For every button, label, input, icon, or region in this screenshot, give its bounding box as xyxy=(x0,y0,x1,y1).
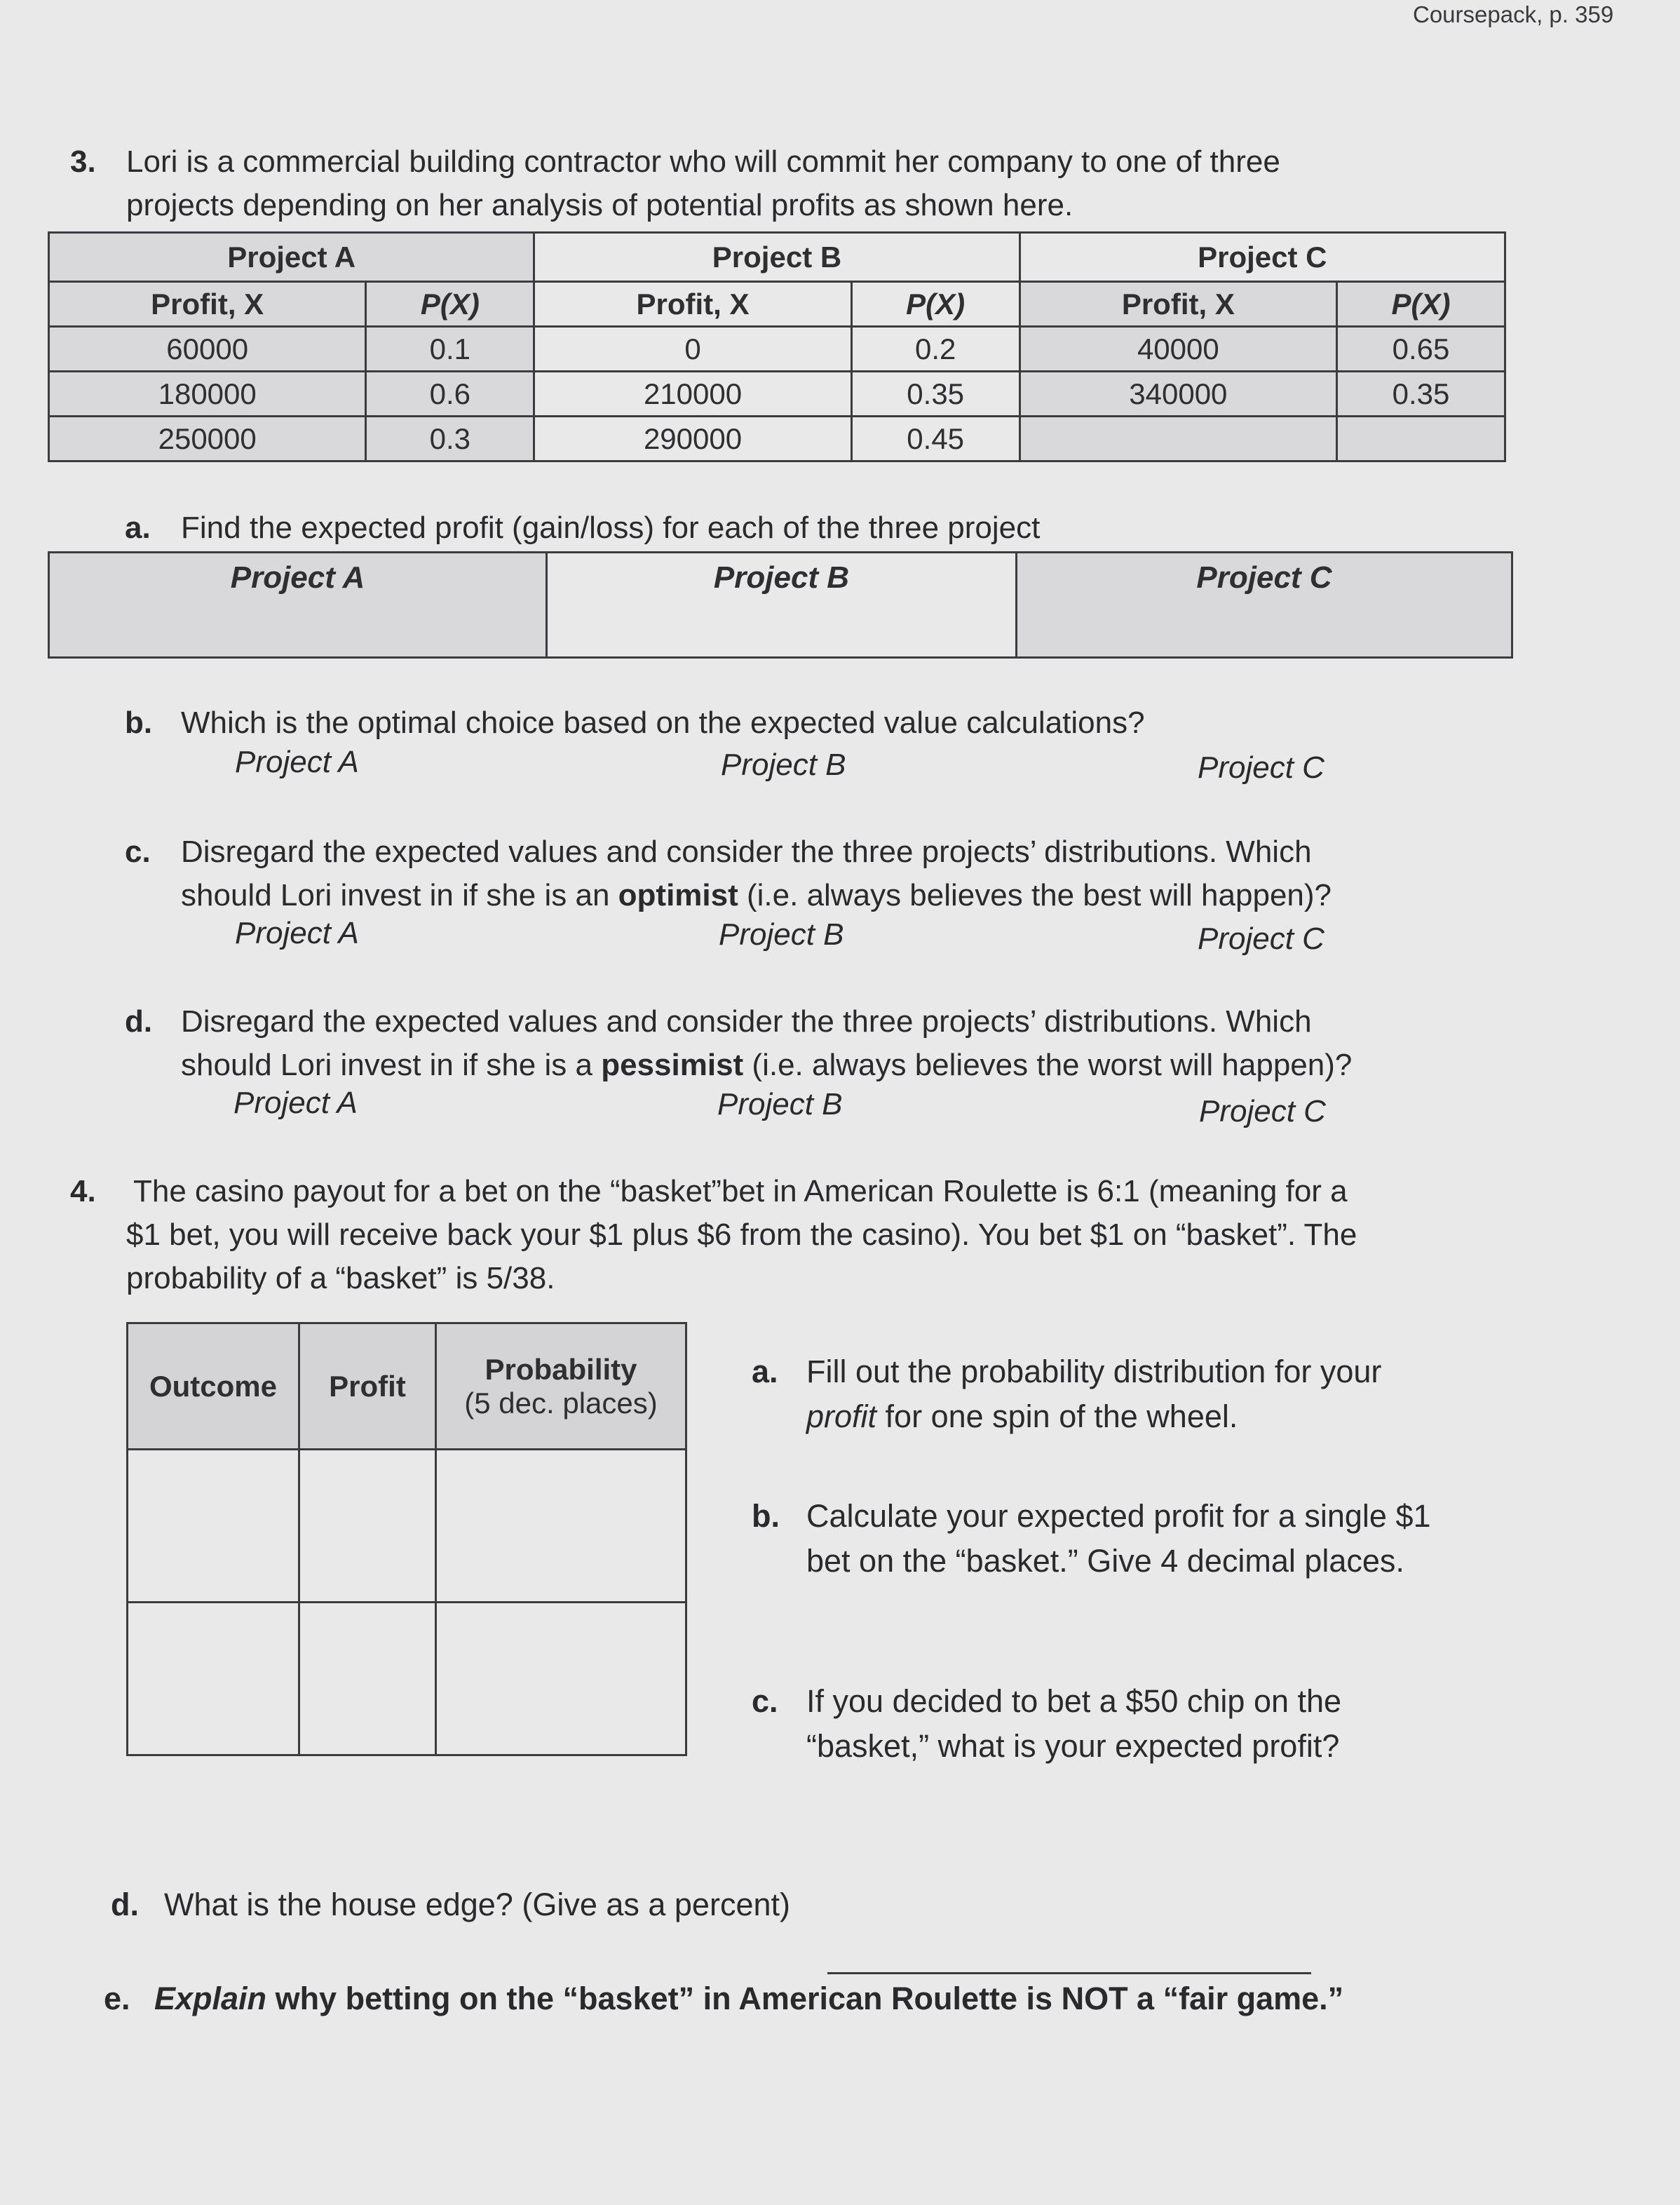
q3-line1: Lori is a commercial building contractor who will commit her company to one of three xyxy=(126,144,1280,179)
q4d-prompt xyxy=(111,1882,790,1927)
q3c-choice-c[interactable]: Project C xyxy=(1198,922,1325,956)
q4e-label: e. xyxy=(104,1981,130,2016)
q3b-choice-b[interactable]: Project B xyxy=(721,748,846,782)
projects-table xyxy=(48,231,1506,462)
q3d-text3: (i.e. always believes the worst will happen)? xyxy=(743,1048,1353,1082)
q3d-bold: pessimist xyxy=(601,1048,744,1082)
q4b-prompt xyxy=(752,1494,1431,1584)
table-cell xyxy=(1019,417,1336,461)
table-row xyxy=(49,417,1505,461)
table-cell: 0.45 xyxy=(851,417,1019,461)
q3c-text1: Disregard the expected values and consider the three projects’ distributions. Which xyxy=(181,835,1312,869)
q4c-line2: “basket,” what is your expected profit? xyxy=(806,1728,1340,1764)
q4b-line2: bet on the “basket.” Give 4 decimal places. xyxy=(806,1543,1404,1579)
q4a-line2: for one spin of the wheel. xyxy=(876,1398,1238,1434)
q4a-line1: Fill out the probability distribution for your xyxy=(806,1354,1382,1389)
q3c-text3: (i.e. always believes the best will happen)? xyxy=(738,878,1332,912)
q4-stem xyxy=(70,1170,1613,1300)
table-cell: 60000 xyxy=(49,327,366,372)
q4-line1: The casino payout for a bet on the “basket”bet in American Roulette is 6:1 (meaning for a xyxy=(133,1174,1348,1208)
q4c-label: c. xyxy=(752,1683,778,1719)
answer-cell[interactable] xyxy=(299,1450,436,1603)
project-a-header: Project A xyxy=(49,233,534,282)
q3c-prompt xyxy=(125,830,1332,917)
table-cell: 0.35 xyxy=(851,372,1019,417)
q3d-text1: Disregard the expected values and consider the three projects’ distributions. Which xyxy=(181,1004,1312,1039)
profit-header: Profit xyxy=(299,1323,436,1450)
q3d-label: d. xyxy=(125,1004,153,1039)
table-row xyxy=(49,372,1505,417)
table-cell: 180000 xyxy=(49,372,366,417)
q4d-text: What is the house edge? (Give as a percent) xyxy=(164,1887,790,1922)
project-c-header: Project C xyxy=(1019,233,1505,282)
probability-header xyxy=(436,1323,686,1450)
q3d-text2: should Lori invest in if she is a xyxy=(181,1048,602,1082)
probability-title: Probability xyxy=(485,1352,637,1386)
answer-cell[interactable] xyxy=(299,1603,436,1755)
q3d-choice-b[interactable]: Project B xyxy=(717,1087,843,1121)
q4-line2: $1 bet, you will receive back your $1 plus $6 from the casino). You bet $1 on “basket”. The xyxy=(126,1218,1357,1252)
col-profit-b: Profit, X xyxy=(534,282,851,327)
outcome-header: Outcome xyxy=(128,1323,299,1450)
q3c-text2: should Lori invest in if she is an xyxy=(181,878,618,912)
answer-cell[interactable] xyxy=(436,1603,686,1755)
table-cell: 0.6 xyxy=(366,372,534,417)
q3-number: 3. xyxy=(70,144,96,179)
q3a-prompt xyxy=(125,506,1040,550)
q3b-prompt xyxy=(125,701,1145,745)
table-cell: 0.1 xyxy=(366,327,534,372)
answer-cell[interactable] xyxy=(128,1603,299,1755)
q4-number: 4. xyxy=(70,1174,96,1208)
q4c-prompt xyxy=(752,1679,1341,1769)
q3d-choice-c[interactable]: Project C xyxy=(1199,1094,1326,1128)
table-cell: 0.3 xyxy=(366,417,534,461)
col-profit-c: Profit, X xyxy=(1019,282,1336,327)
q3b-text: Which is the optimal choice based on the expected value calculations? xyxy=(181,706,1145,740)
q4b-label: b. xyxy=(752,1498,780,1534)
q4e-italic: Explain xyxy=(154,1981,267,2016)
ev-project-c[interactable]: Project C xyxy=(1017,553,1512,658)
table-row xyxy=(128,1450,686,1603)
expected-value-table xyxy=(48,551,1513,659)
q3c-label: c. xyxy=(125,835,151,869)
table-cell: 340000 xyxy=(1019,372,1336,417)
q3d-choice-a[interactable]: Project A xyxy=(233,1086,358,1120)
q4d-label: d. xyxy=(111,1887,139,1922)
table-cell: 250000 xyxy=(49,417,366,461)
q3b-choice-a[interactable]: Project A xyxy=(235,745,359,779)
q4b-line1: Calculate your expected profit for a single $1 xyxy=(806,1498,1431,1534)
ev-project-a[interactable]: Project A xyxy=(49,553,547,658)
q4-line3: probability of a “basket” is 5/38. xyxy=(126,1261,555,1295)
q4e-prompt xyxy=(104,1976,1343,2021)
answer-cell[interactable] xyxy=(436,1450,686,1603)
probability-subtitle: (5 dec. places) xyxy=(464,1386,658,1420)
col-prob-c: P(X) xyxy=(1337,282,1505,327)
q3-line2: projects depending on her analysis of potential profits as shown here. xyxy=(126,188,1073,222)
col-prob-b: P(X) xyxy=(851,282,1019,327)
page-header: Coursepack, p. 359 xyxy=(1413,1,1614,27)
q4e-text: why betting on the “basket” in American Roulette is NOT a “fair game.” xyxy=(266,1981,1344,2016)
q3c-choice-b[interactable]: Project B xyxy=(719,917,844,952)
project-b-header: Project B xyxy=(534,233,1019,282)
q3a-label: a. xyxy=(125,511,151,545)
table-cell: 0.65 xyxy=(1337,327,1505,372)
table-cell: 290000 xyxy=(534,417,851,461)
table-cell: 0.2 xyxy=(851,327,1019,372)
q3a-text: Find the expected profit (gain/loss) for each of the three project xyxy=(181,511,1041,545)
roulette-distribution-table xyxy=(126,1322,687,1756)
table-cell: 210000 xyxy=(534,372,851,417)
q3b-choice-c[interactable]: Project C xyxy=(1198,750,1325,785)
ev-project-b[interactable]: Project B xyxy=(547,553,1017,658)
q3c-choice-a[interactable]: Project A xyxy=(235,916,359,950)
q4a-prompt xyxy=(752,1349,1381,1439)
q4c-line1: If you decided to bet a $50 chip on the xyxy=(806,1683,1342,1719)
q3b-label: b. xyxy=(125,706,153,740)
house-edge-answer-line[interactable] xyxy=(827,1972,1311,1974)
col-prob-a: P(X) xyxy=(366,282,534,327)
table-cell xyxy=(1337,417,1505,461)
table-cell: 40000 xyxy=(1019,327,1336,372)
answer-cell[interactable] xyxy=(128,1450,299,1603)
col-profit-a: Profit, X xyxy=(49,282,366,327)
table-cell: 0.35 xyxy=(1337,372,1505,417)
q3d-prompt xyxy=(125,1000,1352,1087)
table-row xyxy=(49,327,1505,372)
q4a-label: a. xyxy=(752,1354,778,1389)
q3c-bold: optimist xyxy=(618,878,738,912)
q3-stem xyxy=(70,140,1472,227)
table-row xyxy=(128,1603,686,1755)
table-cell: 0 xyxy=(534,327,851,372)
q4a-italic: profit xyxy=(806,1398,877,1434)
